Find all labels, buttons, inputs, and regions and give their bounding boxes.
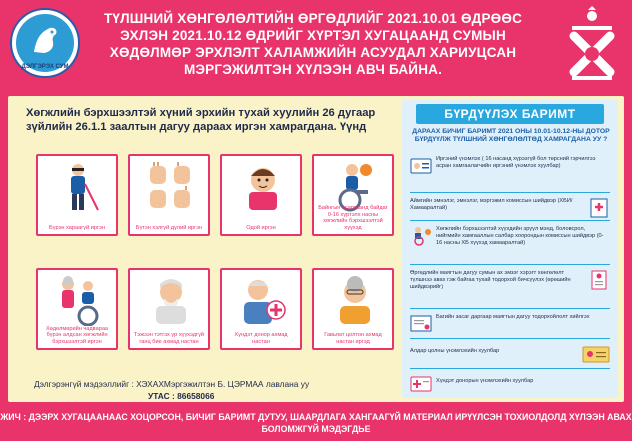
doc-text: Аймгийн эмнэлэг, эмнэлэг, мэргэжил комиссын шийдвэр (ХБИ/Хамааралтай)	[410, 198, 573, 211]
donor-card-icon	[410, 374, 432, 394]
divider	[410, 220, 610, 221]
divider	[410, 368, 610, 369]
card-caption: Одой иргэн	[246, 224, 276, 231]
doc-item	[410, 156, 610, 190]
id-card-icon	[410, 156, 432, 176]
divider	[410, 192, 610, 193]
doc-text: Иргэний үнэмлэх ( 16 насанд хүрээгүй бол төрсний гэрчилгээ асран хамгаалагчийн иргэний үнэмлэх хуулбар)	[436, 156, 596, 169]
contact-line: Дэлгэрэнгүй мэдээллийг : ХЭХАХМэргэжилтэн Б. ЦЭРМАА лавлана уу	[34, 379, 310, 389]
card-caption: Бүрэн хараагүй иргэн	[49, 224, 105, 231]
eligible-card-honored-elder	[312, 268, 394, 350]
doc-text: Хөгжлийн бэрхшээлтэй хүүхдийн эрүүл мэнд, боловсрол, нийгмийн хамгааллын салбар хоорондын комиссын шийдвэр (0-16 насны ХБ хүүхэд хамааралтай)	[436, 226, 604, 246]
doc-text: Багийн засаг даргаар маягтын дагуу тодорхойлолт хийлгэх	[436, 314, 590, 320]
doc-item	[410, 374, 610, 394]
award-card-icon	[582, 344, 610, 364]
honored-elder-icon	[330, 276, 380, 326]
eligibility-heading: Хөгжлийн бэрхшээлтэй хүний эрхийн тухай хуулийн 26 дугаар зүйлийн 26.1.1 заалтын дагуу дараах иргэн хамрагдана. Үүнд	[26, 107, 376, 133]
medical-doc-icon	[588, 198, 610, 218]
card-caption: Байнгын асаргаанд байдаг 0-16 хүртэлх насны хөгжлийн бэрхшээлтэй хүүхэд	[318, 205, 388, 231]
eligible-card-dwarf	[220, 154, 302, 236]
divider	[410, 338, 610, 339]
certificate-icon	[410, 314, 432, 334]
sign-language-icon	[146, 162, 196, 212]
doc-text: Хүндэт донорын үнэмлэхийн хуулбар	[436, 378, 534, 384]
horse-icon	[26, 20, 66, 60]
contact-info	[34, 378, 309, 402]
wheelchair-doc-icon	[410, 226, 432, 246]
eligible-card-deaf	[128, 154, 210, 236]
eligible-card-blind	[36, 154, 118, 236]
card-caption: Бүтэн хэлгүй дүлий иргэн	[135, 224, 203, 231]
blind-person-icon	[54, 162, 104, 212]
doc-item	[410, 198, 610, 218]
doc-item	[410, 226, 610, 260]
docs-subtitle: ДАРААХ БИЧИГ БАРИМТ 2021 ОНЫ 10.01-10.12-НЫ ДОТОР БҮРДҮҮЛЖ ТҮЛШНИЙ ХӨНГӨЛӨЛТӨД ХАМРАГДАНА УУ ?	[412, 128, 610, 144]
footer-note: ЖИЧ : ДЭЭРХ ХУГАЦААНААС ХОЦОРСОН, БИЧИГ БАРИМТ ДУТУУ, ШААРДЛАГА ХАНГААГҮЙ МАТЕРИАЛ ИРҮҮЛСЭН ТОХИОЛДОЛД ХҮЛЭЭН АВАХ БОЛОМЖГҮЙ МЭДЭГДЬЕ	[0, 412, 632, 434]
doc-item	[410, 270, 610, 304]
docs-title: БҮРДҮҮЛЭХ БАРИМТ	[416, 104, 604, 124]
organization-logo	[10, 8, 80, 78]
doc-text: Өргөдлийн маягтын дагуу сумын ах эмзэг хэрэгт хөнгөлөлт түлшнээ авах гэж байгаа тухай тодорхой бичсүүлэх (өрөшийн шийдвэрийг)	[410, 270, 571, 290]
required-documents-panel	[402, 100, 618, 398]
main-panel	[8, 96, 624, 402]
divider	[410, 264, 610, 265]
eligible-card-donor-elder	[220, 268, 302, 350]
elderly-man-icon	[146, 276, 196, 326]
card-caption: Хөдөлмөрийн чадвараа бүрэн алдсан хөгжлийн бэрхшээлтэй иргэн	[45, 325, 109, 345]
logo-caption: ДЭЛГЭРЭХ СУМ	[21, 64, 69, 70]
card-caption: Тэжээн тэтгэх үр хүүхэдгүй ганц бие ахмад настан	[133, 332, 204, 345]
doc-text: Алдар цолны үнэмлэхийн хуулбар	[410, 348, 500, 354]
divider	[410, 308, 610, 309]
eligible-card-wheelchair-child	[312, 154, 394, 236]
card-caption: Хүндэт донор ахмад настан	[234, 332, 288, 345]
dwarf-person-icon	[238, 162, 288, 212]
eligible-card-single-elder	[128, 268, 210, 350]
page-title: ТҮЛШНИЙ ХӨНГӨЛӨЛТИЙН ӨРГӨДЛИЙГ 2021.10.01 ӨДРӨӨС ЭХЛЭН 2021.10.12 ӨДРИЙГ ХҮРТЭЛ ХУГАЦААНД СУМЫН ХӨДӨЛМӨР ЭРХЛЭЛТ ХАЛАМЖИЙН АСУУДАЛ ХАРИУЦСАН МЭРГЭЖИЛТЭН ХҮЛЭЭН АВЧ БАЙНА.	[103, 11, 523, 77]
application-form-icon	[588, 270, 610, 290]
phone-line: УТАС : 86658066	[148, 391, 215, 401]
card-caption: Гавьяат цолтон ахмад настан иргэд	[324, 332, 382, 345]
header	[0, 0, 632, 88]
doc-item	[410, 314, 610, 334]
doc-item	[410, 344, 610, 364]
donor-elder-icon	[238, 276, 288, 326]
soyombo-emblem-icon	[564, 6, 620, 82]
eligible-card-wheelchair-elder	[36, 268, 118, 350]
wheelchair-elder-icon	[54, 276, 104, 326]
